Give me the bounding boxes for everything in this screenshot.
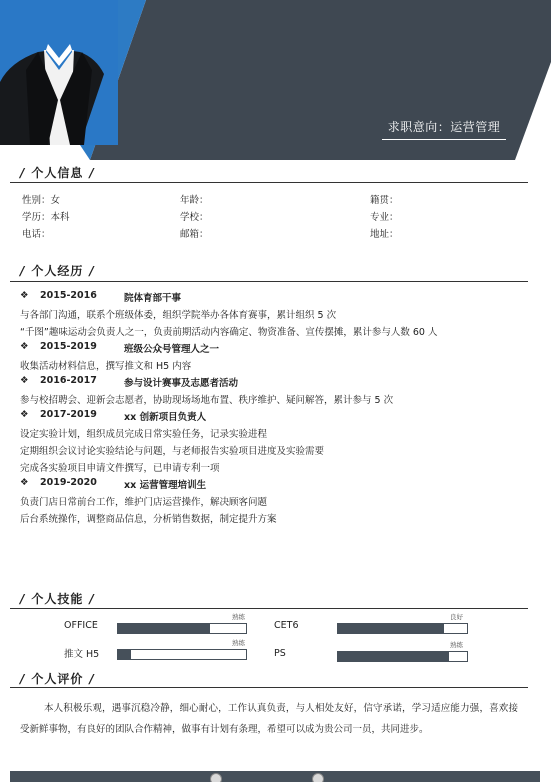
job-objective: 求职意向：运营管理 [387, 120, 501, 134]
experience-period: 2016-2017 [40, 375, 97, 386]
skill-name: 推文 H5 [64, 649, 100, 660]
experience-period: 2017-2019 [40, 409, 97, 420]
experience-item-header [20, 375, 532, 392]
experience-period: 2015-2016 [40, 290, 97, 301]
skill-level: 熟练 [232, 639, 245, 647]
experience-detail: 与各部门沟通，联系个班级体委，组织学院举办各体育赛事，累计组织 5 次 [20, 310, 337, 321]
experience-item-header [20, 341, 532, 358]
footer-bar [10, 771, 540, 782]
info-address: 地址： [370, 229, 399, 240]
experience-period: 2019-2020 [40, 477, 97, 488]
experience-detail: “千图”趣味运动会负责人之一，负责前期活动内容确定、物资准备、宣传摆摊，累计参与人数 60 人 [20, 327, 438, 338]
header-banner [0, 0, 551, 160]
section-title-skills: / 个人技能 / [20, 592, 95, 606]
skill-bar-fill [444, 624, 467, 633]
info-row [22, 226, 532, 242]
section-title-experience: / 个人经历 / [20, 264, 95, 278]
skill-bar [337, 651, 468, 662]
skill-bar-fill [210, 624, 246, 633]
header-dark-band [90, 0, 551, 160]
info-hometown: 籍贯： [370, 195, 399, 206]
experience-detail: 负责门店日常前台工作，维护门店运营操作，解决顾客问题 [20, 497, 268, 508]
experience-role: xx 运营管理培训生 [124, 480, 207, 491]
diamond-bullet-icon: ❖ [20, 409, 29, 420]
skill-name: OFFICE [64, 620, 98, 631]
experience-period: 2015-2019 [40, 341, 97, 352]
experience-item-header [20, 477, 532, 494]
footer-dot [210, 773, 222, 782]
section-title-evaluation: / 个人评价 / [20, 672, 95, 686]
experience-role: 参与设计赛事及志愿者活动 [124, 378, 239, 389]
diamond-bullet-icon: ❖ [20, 290, 29, 301]
objective-underline [382, 139, 506, 140]
experience-detail: 完成各实验项目申请文件撰写，已申请专利一项 [20, 463, 220, 474]
info-row [22, 209, 532, 225]
skill-bar [117, 623, 247, 634]
skill-bar [117, 649, 247, 660]
skill-level: 良好 [450, 613, 463, 621]
info-age: 年龄： [180, 195, 209, 206]
info-education: 学历：本科 [22, 212, 70, 223]
experience-role: 院体育部干事 [124, 293, 182, 304]
self-evaluation-text: 本人积极乐观，遇事沉稳冷静，细心耐心，工作认真负责，与人相处友好，信守承诺，学习适应能力强，喜欢接受新鲜事物，有良好的团队合作精神，做事有计划有条理，希望可以成为贵公司一员，共同进步。 [20, 703, 518, 735]
experience-detail: 收集活动材料信息，撰写推文和 H5 内容 [20, 361, 192, 372]
info-school: 学校： [180, 212, 209, 223]
section-rule-experience [10, 281, 528, 282]
skill-level: 熟练 [232, 613, 245, 621]
profile-photo [0, 0, 118, 145]
footer-dot [312, 773, 324, 782]
skill-level: 熟练 [450, 641, 463, 649]
info-email: 邮箱： [180, 229, 209, 240]
skill-name: PS [274, 648, 286, 659]
skill-name: CET6 [274, 620, 299, 631]
experience-detail: 后台系统操作，调整商品信息，分析销售数据，制定提升方案 [20, 514, 277, 525]
section-title-personal-info: / 个人信息 / [20, 166, 95, 180]
skill-h5 [20, 638, 260, 668]
diamond-bullet-icon: ❖ [20, 375, 29, 386]
info-row [22, 192, 532, 208]
experience-item-header [20, 409, 532, 426]
info-major: 专业： [370, 212, 399, 223]
info-gender: 性别：女 [22, 195, 61, 206]
skill-bar-fill [131, 650, 246, 659]
info-phone: 电话： [22, 229, 51, 240]
skill-bar-fill [449, 652, 467, 661]
experience-detail: 参与校招聘会、迎新会志愿者，协助现场场地布置、秩序维护、疑问解答，累计参与 5 次 [20, 395, 394, 406]
experience-detail: 定期组织会议讨论实验结论与问题，与老师报告实验项目进度及实验需要 [20, 446, 325, 457]
experience-detail: 设定实验计划，组织成员完成日常实验任务，记录实验进程 [20, 429, 268, 440]
skill-cet6 [274, 612, 514, 642]
experience-role: 班级公众号管理人之一 [124, 344, 220, 355]
diamond-bullet-icon: ❖ [20, 341, 29, 352]
skill-bar [337, 623, 468, 634]
section-rule-skills [10, 608, 528, 609]
skill-ps [274, 640, 514, 670]
diamond-bullet-icon: ❖ [20, 477, 29, 488]
experience-role: xx 创新项目负责人 [124, 412, 207, 423]
section-rule-personal-info [10, 182, 528, 183]
section-rule-evaluation [10, 687, 528, 688]
experience-list [20, 290, 532, 528]
header-graphic [0, 0, 551, 160]
experience-item-header [20, 290, 532, 307]
